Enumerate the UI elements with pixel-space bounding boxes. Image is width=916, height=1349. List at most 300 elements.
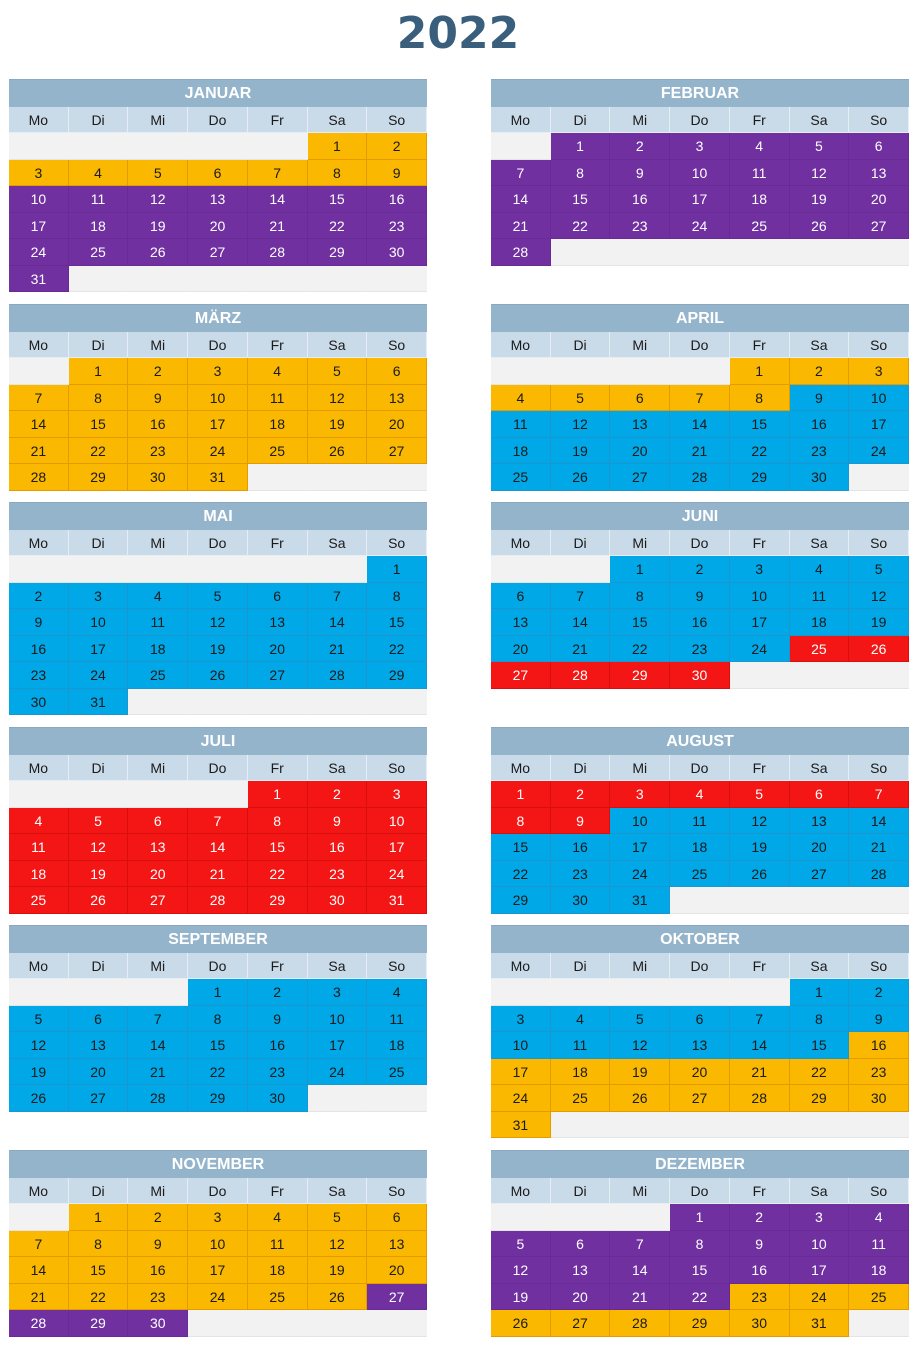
day-cell[interactable]: 1 xyxy=(188,979,248,1006)
day-cell[interactable]: 11 xyxy=(9,834,69,861)
day-cell[interactable]: 19 xyxy=(128,213,188,240)
day-cell[interactable]: 27 xyxy=(188,239,248,266)
day-cell[interactable]: 2 xyxy=(790,358,850,385)
day-cell[interactable]: 22 xyxy=(491,861,551,888)
day-cell[interactable]: 12 xyxy=(308,1231,368,1258)
day-cell[interactable]: 5 xyxy=(551,385,611,412)
day-cell[interactable]: 13 xyxy=(491,609,551,636)
day-cell[interactable]: 17 xyxy=(670,186,730,213)
day-cell[interactable]: 2 xyxy=(248,979,308,1006)
day-cell[interactable]: 6 xyxy=(551,1231,611,1258)
day-cell[interactable]: 5 xyxy=(308,358,368,385)
day-cell[interactable]: 11 xyxy=(248,385,308,412)
day-cell[interactable]: 8 xyxy=(670,1231,730,1258)
day-cell[interactable]: 11 xyxy=(849,1231,909,1258)
day-cell[interactable]: 18 xyxy=(730,186,790,213)
day-cell[interactable]: 16 xyxy=(610,186,670,213)
day-cell[interactable]: 3 xyxy=(730,556,790,583)
day-cell[interactable]: 29 xyxy=(790,1085,850,1112)
day-cell[interactable]: 22 xyxy=(69,438,129,465)
day-cell[interactable]: 10 xyxy=(9,186,69,213)
day-cell[interactable]: 24 xyxy=(730,636,790,663)
day-cell[interactable]: 23 xyxy=(610,213,670,240)
day-cell[interactable]: 7 xyxy=(849,781,909,808)
day-cell[interactable]: 19 xyxy=(188,636,248,663)
day-cell[interactable]: 15 xyxy=(670,1257,730,1284)
day-cell[interactable]: 21 xyxy=(610,1284,670,1311)
day-cell[interactable]: 24 xyxy=(849,438,909,465)
day-cell[interactable]: 3 xyxy=(69,583,129,610)
day-cell[interactable]: 21 xyxy=(248,213,308,240)
day-cell[interactable]: 9 xyxy=(9,609,69,636)
day-cell[interactable]: 18 xyxy=(69,213,129,240)
day-cell[interactable]: 11 xyxy=(730,160,790,187)
day-cell[interactable]: 1 xyxy=(69,358,129,385)
day-cell[interactable]: 17 xyxy=(790,1257,850,1284)
day-cell[interactable]: 15 xyxy=(69,1257,129,1284)
day-cell[interactable]: 8 xyxy=(248,808,308,835)
day-cell[interactable]: 20 xyxy=(367,411,427,438)
day-cell[interactable]: 26 xyxy=(790,213,850,240)
day-cell[interactable]: 21 xyxy=(308,636,368,663)
day-cell[interactable]: 26 xyxy=(308,1284,368,1311)
day-cell[interactable]: 16 xyxy=(551,834,611,861)
day-cell[interactable]: 16 xyxy=(308,834,368,861)
day-cell[interactable]: 13 xyxy=(188,186,248,213)
day-cell[interactable]: 4 xyxy=(790,556,850,583)
day-cell[interactable]: 27 xyxy=(367,1284,427,1311)
day-cell[interactable]: 26 xyxy=(551,464,611,491)
day-cell[interactable]: 26 xyxy=(188,662,248,689)
day-cell[interactable]: 25 xyxy=(551,1085,611,1112)
day-cell[interactable]: 15 xyxy=(367,609,427,636)
day-cell[interactable]: 6 xyxy=(790,781,850,808)
day-cell[interactable]: 10 xyxy=(367,808,427,835)
day-cell[interactable]: 28 xyxy=(610,1310,670,1337)
day-cell[interactable]: 19 xyxy=(790,186,850,213)
day-cell[interactable]: 2 xyxy=(730,1204,790,1231)
day-cell[interactable]: 22 xyxy=(248,861,308,888)
day-cell[interactable]: 17 xyxy=(69,636,129,663)
day-cell[interactable]: 11 xyxy=(551,1032,611,1059)
day-cell[interactable]: 12 xyxy=(188,609,248,636)
day-cell[interactable]: 4 xyxy=(849,1204,909,1231)
day-cell[interactable]: 6 xyxy=(491,583,551,610)
day-cell[interactable]: 21 xyxy=(849,834,909,861)
day-cell[interactable]: 16 xyxy=(248,1032,308,1059)
day-cell[interactable]: 12 xyxy=(69,834,129,861)
day-cell[interactable]: 2 xyxy=(670,556,730,583)
day-cell[interactable]: 15 xyxy=(790,1032,850,1059)
day-cell[interactable]: 12 xyxy=(551,411,611,438)
day-cell[interactable]: 7 xyxy=(9,385,69,412)
day-cell[interactable]: 7 xyxy=(670,385,730,412)
day-cell[interactable]: 16 xyxy=(670,609,730,636)
day-cell[interactable]: 13 xyxy=(551,1257,611,1284)
day-cell[interactable]: 31 xyxy=(610,887,670,914)
day-cell[interactable]: 19 xyxy=(551,438,611,465)
day-cell[interactable]: 12 xyxy=(610,1032,670,1059)
day-cell[interactable]: 6 xyxy=(188,160,248,187)
day-cell[interactable]: 14 xyxy=(9,411,69,438)
day-cell[interactable]: 8 xyxy=(790,1006,850,1033)
day-cell[interactable]: 17 xyxy=(188,1257,248,1284)
day-cell[interactable]: 23 xyxy=(367,213,427,240)
day-cell[interactable]: 7 xyxy=(308,583,368,610)
day-cell[interactable]: 27 xyxy=(367,438,427,465)
day-cell[interactable]: 15 xyxy=(248,834,308,861)
day-cell[interactable]: 17 xyxy=(9,213,69,240)
day-cell[interactable]: 21 xyxy=(670,438,730,465)
day-cell[interactable]: 3 xyxy=(188,358,248,385)
day-cell[interactable]: 27 xyxy=(551,1310,611,1337)
day-cell[interactable]: 4 xyxy=(128,583,188,610)
day-cell[interactable]: 10 xyxy=(308,1006,368,1033)
day-cell[interactable]: 19 xyxy=(610,1059,670,1086)
day-cell[interactable]: 27 xyxy=(128,887,188,914)
day-cell[interactable]: 23 xyxy=(790,438,850,465)
day-cell[interactable]: 17 xyxy=(730,609,790,636)
day-cell[interactable]: 28 xyxy=(308,662,368,689)
day-cell[interactable]: 12 xyxy=(491,1257,551,1284)
day-cell[interactable]: 20 xyxy=(491,636,551,663)
day-cell[interactable]: 8 xyxy=(188,1006,248,1033)
day-cell[interactable]: 7 xyxy=(610,1231,670,1258)
day-cell[interactable]: 14 xyxy=(128,1032,188,1059)
day-cell[interactable]: 18 xyxy=(9,861,69,888)
day-cell[interactable]: 23 xyxy=(730,1284,790,1311)
day-cell[interactable]: 14 xyxy=(849,808,909,835)
day-cell[interactable]: 14 xyxy=(551,609,611,636)
day-cell[interactable]: 2 xyxy=(610,133,670,160)
day-cell[interactable]: 7 xyxy=(551,583,611,610)
day-cell[interactable]: 22 xyxy=(790,1059,850,1086)
day-cell[interactable]: 1 xyxy=(308,133,368,160)
day-cell[interactable]: 23 xyxy=(849,1059,909,1086)
day-cell[interactable]: 5 xyxy=(9,1006,69,1033)
day-cell[interactable]: 5 xyxy=(849,556,909,583)
day-cell[interactable]: 25 xyxy=(790,636,850,663)
day-cell[interactable]: 6 xyxy=(128,808,188,835)
day-cell[interactable]: 11 xyxy=(491,411,551,438)
day-cell[interactable]: 8 xyxy=(367,583,427,610)
day-cell[interactable]: 2 xyxy=(308,781,368,808)
day-cell[interactable]: 9 xyxy=(367,160,427,187)
day-cell[interactable]: 17 xyxy=(308,1032,368,1059)
day-cell[interactable]: 26 xyxy=(610,1085,670,1112)
day-cell[interactable]: 12 xyxy=(849,583,909,610)
day-cell[interactable]: 7 xyxy=(491,160,551,187)
day-cell[interactable]: 14 xyxy=(188,834,248,861)
day-cell[interactable]: 18 xyxy=(248,411,308,438)
day-cell[interactable]: 19 xyxy=(9,1059,69,1086)
day-cell[interactable]: 24 xyxy=(790,1284,850,1311)
day-cell[interactable]: 9 xyxy=(128,385,188,412)
day-cell[interactable]: 28 xyxy=(9,1310,69,1337)
day-cell[interactable]: 23 xyxy=(551,861,611,888)
day-cell[interactable]: 28 xyxy=(188,887,248,914)
day-cell[interactable]: 30 xyxy=(790,464,850,491)
day-cell[interactable]: 23 xyxy=(308,861,368,888)
day-cell[interactable]: 14 xyxy=(9,1257,69,1284)
day-cell[interactable]: 29 xyxy=(730,464,790,491)
day-cell[interactable]: 16 xyxy=(367,186,427,213)
day-cell[interactable]: 29 xyxy=(367,662,427,689)
day-cell[interactable]: 18 xyxy=(670,834,730,861)
day-cell[interactable]: 23 xyxy=(9,662,69,689)
day-cell[interactable]: 12 xyxy=(730,808,790,835)
day-cell[interactable]: 12 xyxy=(9,1032,69,1059)
day-cell[interactable]: 2 xyxy=(128,358,188,385)
day-cell[interactable]: 16 xyxy=(790,411,850,438)
day-cell[interactable]: 25 xyxy=(367,1059,427,1086)
day-cell[interactable]: 2 xyxy=(9,583,69,610)
day-cell[interactable]: 19 xyxy=(69,861,129,888)
day-cell[interactable]: 8 xyxy=(69,1231,129,1258)
day-cell[interactable]: 30 xyxy=(9,689,69,716)
day-cell[interactable]: 18 xyxy=(128,636,188,663)
day-cell[interactable]: 28 xyxy=(128,1085,188,1112)
day-cell[interactable]: 13 xyxy=(790,808,850,835)
day-cell[interactable]: 29 xyxy=(188,1085,248,1112)
day-cell[interactable]: 16 xyxy=(730,1257,790,1284)
day-cell[interactable]: 27 xyxy=(69,1085,129,1112)
day-cell[interactable]: 26 xyxy=(9,1085,69,1112)
day-cell[interactable]: 23 xyxy=(128,438,188,465)
day-cell[interactable]: 23 xyxy=(128,1284,188,1311)
day-cell[interactable]: 6 xyxy=(69,1006,129,1033)
day-cell[interactable]: 22 xyxy=(610,636,670,663)
day-cell[interactable]: 12 xyxy=(308,385,368,412)
day-cell[interactable]: 25 xyxy=(730,213,790,240)
day-cell[interactable]: 5 xyxy=(730,781,790,808)
day-cell[interactable]: 25 xyxy=(670,861,730,888)
day-cell[interactable]: 14 xyxy=(491,186,551,213)
day-cell[interactable]: 11 xyxy=(790,583,850,610)
day-cell[interactable]: 23 xyxy=(670,636,730,663)
day-cell[interactable]: 1 xyxy=(491,781,551,808)
day-cell[interactable]: 17 xyxy=(849,411,909,438)
day-cell[interactable]: 16 xyxy=(128,1257,188,1284)
day-cell[interactable]: 1 xyxy=(730,358,790,385)
day-cell[interactable]: 22 xyxy=(367,636,427,663)
day-cell[interactable]: 29 xyxy=(69,464,129,491)
day-cell[interactable]: 28 xyxy=(730,1085,790,1112)
day-cell[interactable]: 20 xyxy=(849,186,909,213)
day-cell[interactable]: 9 xyxy=(849,1006,909,1033)
day-cell[interactable]: 7 xyxy=(128,1006,188,1033)
day-cell[interactable]: 15 xyxy=(730,411,790,438)
day-cell[interactable]: 7 xyxy=(730,1006,790,1033)
day-cell[interactable]: 9 xyxy=(790,385,850,412)
day-cell[interactable]: 6 xyxy=(248,583,308,610)
day-cell[interactable]: 19 xyxy=(849,609,909,636)
day-cell[interactable]: 28 xyxy=(849,861,909,888)
day-cell[interactable]: 5 xyxy=(610,1006,670,1033)
day-cell[interactable]: 7 xyxy=(9,1231,69,1258)
day-cell[interactable]: 19 xyxy=(730,834,790,861)
day-cell[interactable]: 6 xyxy=(367,358,427,385)
day-cell[interactable]: 27 xyxy=(849,213,909,240)
day-cell[interactable]: 6 xyxy=(367,1204,427,1231)
day-cell[interactable]: 24 xyxy=(610,861,670,888)
day-cell[interactable]: 10 xyxy=(610,808,670,835)
day-cell[interactable]: 28 xyxy=(248,239,308,266)
day-cell[interactable]: 15 xyxy=(188,1032,248,1059)
day-cell[interactable]: 19 xyxy=(308,1257,368,1284)
day-cell[interactable]: 3 xyxy=(9,160,69,187)
day-cell[interactable]: 5 xyxy=(308,1204,368,1231)
day-cell[interactable]: 15 xyxy=(610,609,670,636)
day-cell[interactable]: 17 xyxy=(367,834,427,861)
day-cell[interactable]: 13 xyxy=(69,1032,129,1059)
day-cell[interactable]: 31 xyxy=(188,464,248,491)
day-cell[interactable]: 27 xyxy=(610,464,670,491)
day-cell[interactable]: 14 xyxy=(308,609,368,636)
day-cell[interactable]: 23 xyxy=(248,1059,308,1086)
day-cell[interactable]: 1 xyxy=(367,556,427,583)
day-cell[interactable]: 30 xyxy=(551,887,611,914)
day-cell[interactable]: 2 xyxy=(367,133,427,160)
day-cell[interactable]: 11 xyxy=(248,1231,308,1258)
day-cell[interactable]: 29 xyxy=(610,662,670,689)
day-cell[interactable]: 29 xyxy=(670,1310,730,1337)
day-cell[interactable]: 19 xyxy=(308,411,368,438)
day-cell[interactable]: 8 xyxy=(551,160,611,187)
day-cell[interactable]: 1 xyxy=(69,1204,129,1231)
day-cell[interactable]: 9 xyxy=(730,1231,790,1258)
day-cell[interactable]: 1 xyxy=(248,781,308,808)
day-cell[interactable]: 24 xyxy=(367,861,427,888)
day-cell[interactable]: 5 xyxy=(128,160,188,187)
day-cell[interactable]: 9 xyxy=(670,583,730,610)
day-cell[interactable]: 9 xyxy=(248,1006,308,1033)
day-cell[interactable]: 27 xyxy=(670,1085,730,1112)
day-cell[interactable]: 10 xyxy=(69,609,129,636)
day-cell[interactable]: 20 xyxy=(610,438,670,465)
day-cell[interactable]: 24 xyxy=(69,662,129,689)
day-cell[interactable]: 9 xyxy=(128,1231,188,1258)
day-cell[interactable]: 4 xyxy=(730,133,790,160)
day-cell[interactable]: 20 xyxy=(790,834,850,861)
day-cell[interactable]: 20 xyxy=(367,1257,427,1284)
day-cell[interactable]: 10 xyxy=(730,583,790,610)
day-cell[interactable]: 13 xyxy=(128,834,188,861)
day-cell[interactable]: 10 xyxy=(670,160,730,187)
day-cell[interactable]: 1 xyxy=(610,556,670,583)
day-cell[interactable]: 10 xyxy=(188,1231,248,1258)
day-cell[interactable]: 28 xyxy=(551,662,611,689)
day-cell[interactable]: 1 xyxy=(670,1204,730,1231)
day-cell[interactable]: 29 xyxy=(308,239,368,266)
day-cell[interactable]: 5 xyxy=(188,583,248,610)
day-cell[interactable]: 18 xyxy=(849,1257,909,1284)
day-cell[interactable]: 3 xyxy=(790,1204,850,1231)
day-cell[interactable]: 8 xyxy=(730,385,790,412)
day-cell[interactable]: 26 xyxy=(491,1310,551,1337)
day-cell[interactable]: 3 xyxy=(367,781,427,808)
day-cell[interactable]: 18 xyxy=(551,1059,611,1086)
day-cell[interactable]: 22 xyxy=(69,1284,129,1311)
day-cell[interactable]: 18 xyxy=(248,1257,308,1284)
day-cell[interactable]: 25 xyxy=(248,438,308,465)
day-cell[interactable]: 28 xyxy=(9,464,69,491)
day-cell[interactable]: 24 xyxy=(670,213,730,240)
day-cell[interactable]: 29 xyxy=(248,887,308,914)
day-cell[interactable]: 25 xyxy=(69,239,129,266)
day-cell[interactable]: 2 xyxy=(849,979,909,1006)
day-cell[interactable]: 22 xyxy=(551,213,611,240)
day-cell[interactable]: 3 xyxy=(670,133,730,160)
day-cell[interactable]: 18 xyxy=(491,438,551,465)
day-cell[interactable]: 31 xyxy=(9,266,69,293)
day-cell[interactable]: 20 xyxy=(188,213,248,240)
day-cell[interactable]: 21 xyxy=(9,1284,69,1311)
day-cell[interactable]: 14 xyxy=(730,1032,790,1059)
day-cell[interactable]: 16 xyxy=(849,1032,909,1059)
day-cell[interactable]: 31 xyxy=(790,1310,850,1337)
day-cell[interactable]: 29 xyxy=(491,887,551,914)
day-cell[interactable]: 27 xyxy=(790,861,850,888)
day-cell[interactable]: 12 xyxy=(790,160,850,187)
day-cell[interactable]: 10 xyxy=(188,385,248,412)
day-cell[interactable]: 30 xyxy=(128,464,188,491)
day-cell[interactable]: 13 xyxy=(367,1231,427,1258)
day-cell[interactable]: 13 xyxy=(849,160,909,187)
day-cell[interactable]: 16 xyxy=(9,636,69,663)
day-cell[interactable]: 1 xyxy=(790,979,850,1006)
day-cell[interactable]: 28 xyxy=(491,239,551,266)
day-cell[interactable]: 10 xyxy=(491,1032,551,1059)
day-cell[interactable]: 13 xyxy=(610,411,670,438)
day-cell[interactable]: 20 xyxy=(248,636,308,663)
day-cell[interactable]: 14 xyxy=(610,1257,670,1284)
day-cell[interactable]: 16 xyxy=(128,411,188,438)
day-cell[interactable]: 6 xyxy=(849,133,909,160)
day-cell[interactable]: 10 xyxy=(790,1231,850,1258)
day-cell[interactable]: 30 xyxy=(367,239,427,266)
day-cell[interactable]: 21 xyxy=(128,1059,188,1086)
day-cell[interactable]: 26 xyxy=(128,239,188,266)
day-cell[interactable]: 28 xyxy=(670,464,730,491)
day-cell[interactable]: 11 xyxy=(69,186,129,213)
day-cell[interactable]: 15 xyxy=(69,411,129,438)
day-cell[interactable]: 13 xyxy=(367,385,427,412)
day-cell[interactable]: 14 xyxy=(248,186,308,213)
day-cell[interactable]: 29 xyxy=(69,1310,129,1337)
day-cell[interactable]: 27 xyxy=(248,662,308,689)
day-cell[interactable]: 21 xyxy=(491,213,551,240)
day-cell[interactable]: 30 xyxy=(308,887,368,914)
day-cell[interactable]: 17 xyxy=(610,834,670,861)
day-cell[interactable]: 25 xyxy=(128,662,188,689)
day-cell[interactable]: 30 xyxy=(730,1310,790,1337)
day-cell[interactable]: 6 xyxy=(670,1006,730,1033)
day-cell[interactable]: 20 xyxy=(128,861,188,888)
day-cell[interactable]: 24 xyxy=(188,1284,248,1311)
day-cell[interactable]: 6 xyxy=(610,385,670,412)
day-cell[interactable]: 30 xyxy=(670,662,730,689)
day-cell[interactable]: 27 xyxy=(491,662,551,689)
day-cell[interactable]: 8 xyxy=(69,385,129,412)
day-cell[interactable]: 3 xyxy=(308,979,368,1006)
day-cell[interactable]: 31 xyxy=(69,689,129,716)
day-cell[interactable]: 5 xyxy=(790,133,850,160)
day-cell[interactable]: 12 xyxy=(128,186,188,213)
day-cell[interactable]: 30 xyxy=(128,1310,188,1337)
day-cell[interactable]: 26 xyxy=(849,636,909,663)
day-cell[interactable]: 15 xyxy=(308,186,368,213)
